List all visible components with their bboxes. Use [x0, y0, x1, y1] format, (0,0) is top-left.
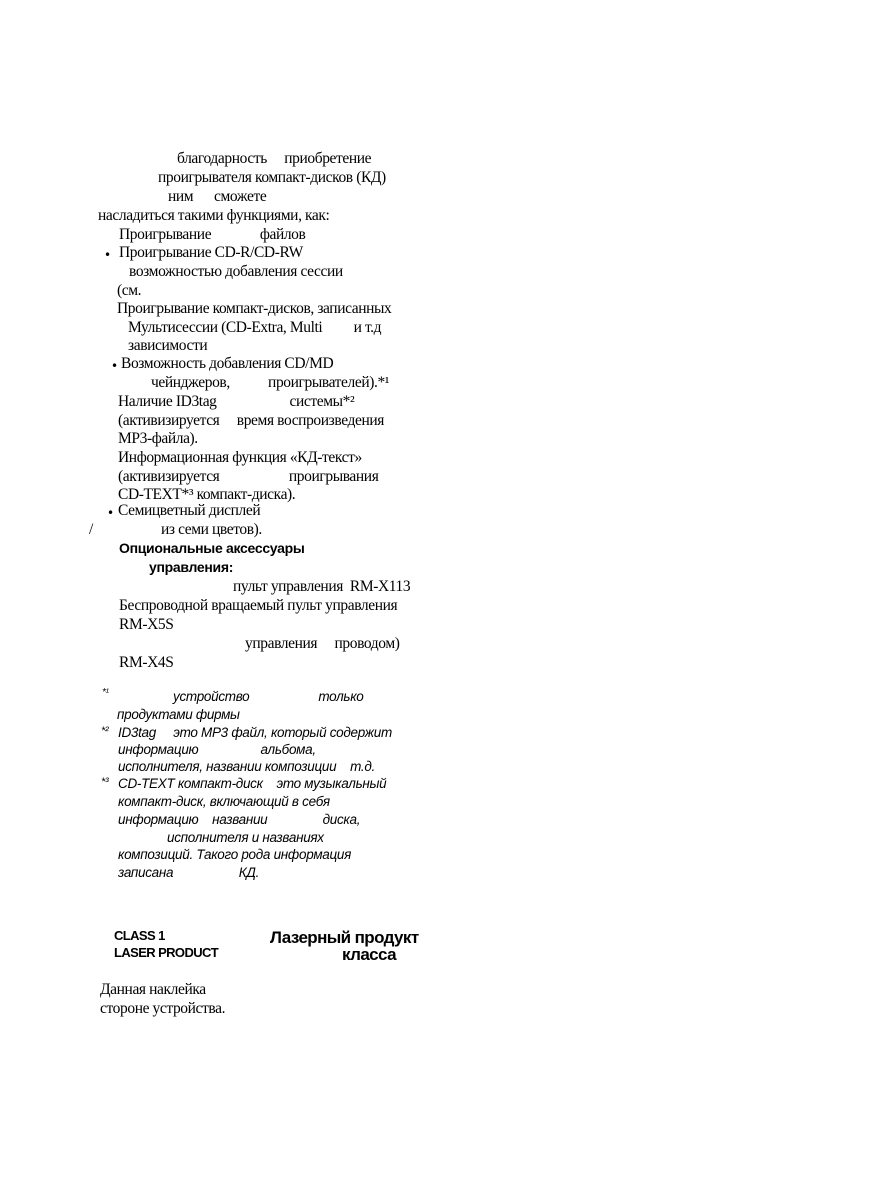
laser-product-ru: Лазерный продукт — [270, 928, 419, 947]
feature-line-15: CD-TEXT*³ компакт-диска). — [118, 486, 296, 503]
intro-line-3: ним сможете — [168, 188, 267, 205]
footnote-2-line-2: информацию альбома, — [118, 742, 316, 757]
footnote-2-line-1: ID3tag это MP3 файл, который содержит — [118, 725, 392, 740]
footnote-3-line-2: компакт-диск, включающий в себя — [118, 794, 330, 809]
footnote-3-line-4: исполнителя и названиях — [167, 830, 324, 845]
feature-line-5: Проигрывание компакт-дисков, записанных — [117, 300, 392, 317]
feature-line-13: Информационная функция «КД-текст» — [118, 449, 362, 466]
footnote-2-mark: *² — [101, 725, 109, 737]
feature-line-6: Мультисессии (CD-Extra, Multi и т.д — [128, 319, 382, 336]
footnote-1-mark: *¹ — [102, 687, 109, 698]
feature-line-1: Проигрывание файлов — [119, 226, 306, 243]
accessory-line-1: пульт управления RM-X113 — [233, 578, 411, 595]
intro-line-1: благодарность приобретение — [177, 150, 372, 167]
intro-line-4: насладиться такими функциями, как: — [98, 207, 330, 224]
accessory-line-2: Беспроводной вращаемый пульт управления — [119, 597, 398, 614]
accessories-heading-2: управления: — [149, 559, 234, 575]
footnote-3-line-6: записана КД. — [118, 865, 260, 880]
footnote-3-mark: *³ — [101, 776, 109, 788]
footnote-2-line-3: исполнителя, названии композиции т.д. — [118, 759, 375, 774]
label-note-line-2: стороне устройства. — [100, 1000, 226, 1017]
feature-line-10: Наличие ID3tag системы*² — [118, 393, 355, 410]
feature-line-4: (см. — [117, 282, 142, 299]
feature-line-11: (активизируется время воспроизведения — [118, 412, 384, 429]
feature-line-7: зависимости — [128, 337, 208, 354]
footnote-1-line-2: продуктами фирмы — [117, 707, 240, 722]
bullet-icon: • — [107, 506, 115, 520]
feature-line-16: Семицветный дисплей — [118, 502, 261, 519]
footnote-3-line-1: CD-TEXT компакт-диск это музыкальный — [118, 776, 387, 791]
bullet-icon: • — [111, 359, 119, 373]
feature-line-12: MP3-файла). — [118, 430, 198, 447]
feature-line-8: Возможность добавления CD/MD — [121, 355, 334, 372]
feature-line-9: чейнджеров, проигрывателей).*¹ — [151, 374, 390, 391]
accessories-heading: Опциональные аксессуары — [119, 540, 305, 556]
accessory-line-4: управления проводом) — [245, 635, 400, 652]
laser-product-en: LASER PRODUCT — [114, 945, 219, 960]
footnote-1-line-1: устройство только — [173, 689, 364, 704]
stray-mark: / — [89, 521, 93, 538]
feature-line-14: (активизируется проигрывания — [118, 468, 379, 485]
feature-line-2: Проигрывание CD-R/CD-RW — [119, 244, 303, 261]
laser-class-ru: класса — [342, 945, 396, 964]
bullet-icon: • — [104, 248, 112, 262]
laser-class-en: CLASS 1 — [114, 928, 165, 943]
accessory-line-3: RM-X5S — [119, 616, 174, 633]
label-note-line-1: Данная наклейка — [100, 981, 206, 998]
intro-line-2: проигрывателя компакт-дисков (КД) — [158, 169, 386, 186]
feature-line-3: возможностью добавления сессии — [129, 263, 343, 280]
footnote-3-line-3: информацию названии диска, — [118, 812, 361, 827]
feature-line-17: из семи цветов). — [161, 521, 262, 538]
accessory-line-5: RM-X4S — [119, 654, 174, 671]
footnote-3-line-5: композиций. Такого рода информация — [118, 847, 352, 862]
